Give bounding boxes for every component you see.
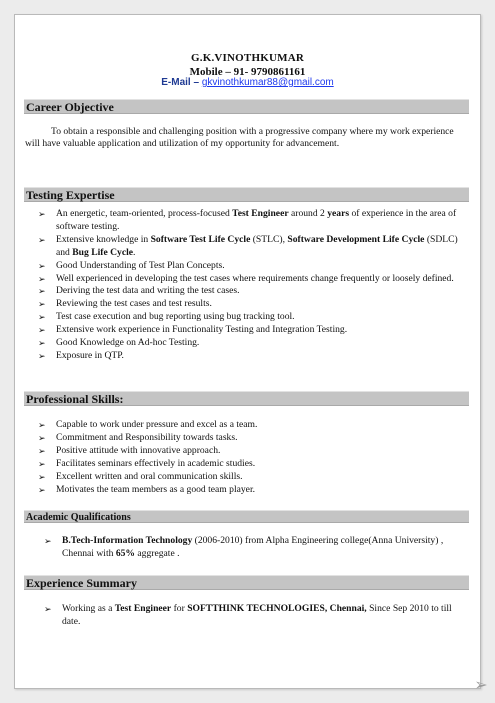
item-text: Exposure in QTP.: [56, 349, 124, 361]
item-text: Extensive work experience in Functionality Testing and Integration Testing.: [56, 324, 348, 336]
item-text: Positive attitude with innovative approach.: [56, 444, 221, 456]
candidate-name: G.K.VINOTHKUMAR: [191, 52, 304, 64]
mobile-number: Mobile – 91- 9790861161: [189, 66, 306, 78]
item-text: Good Knowledge on Ad-hoc Testing.: [56, 337, 200, 349]
item-text: Commitment and Responsibility towards tasks.: [56, 431, 238, 443]
item-text: Well experienced in developing the test cases where requirements change frequently or loosely defined.: [56, 272, 454, 284]
list-item: [38, 273, 466, 286]
arrow-bullet-icon: ➢: [38, 209, 46, 219]
arrow-bullet-icon: ➢: [38, 350, 46, 361]
section-career-objective: Career Objective: [24, 99, 469, 114]
list-item: [38, 458, 466, 471]
item-text: Test case execution and bug reporting using bug tracking tool.: [56, 311, 295, 323]
section-testing-expertise: Testing Expertise: [24, 187, 469, 202]
list-item: [38, 484, 466, 497]
list-item: [38, 260, 466, 273]
list-item: [38, 285, 466, 298]
arrow-bullet-icon: ➢: [38, 338, 46, 349]
item-text: Capable to work under pressure and excel as a team.: [56, 419, 258, 430]
item-text: Working as a Test Engineer for SOFTTHINK TECHNOLOGIES, Chennai, Since Sep 2010 to till date.: [62, 603, 452, 627]
arrow-bullet-icon: ➢: [38, 420, 46, 430]
item-text: Reviewing the test cases and test results.: [56, 298, 212, 310]
arrow-bullet-icon: ➢: [38, 286, 46, 297]
item-text: Facilitates seminars effectively in academic studies.: [56, 457, 256, 469]
email-link[interactable]: gkvinothkumar88@gmail.com: [201, 77, 334, 88]
item-text: Motivates the team members as a good team player.: [56, 483, 256, 495]
email-line: [0, 77, 495, 88]
professional-skills-list: [38, 419, 466, 496]
arrow-bullet-icon: ➢: [44, 536, 52, 546]
section-experience-summary: Experience Summary: [24, 575, 469, 590]
arrow-bullet-icon: ➢: [38, 484, 46, 495]
list-item: [38, 324, 466, 337]
list-item: [38, 350, 466, 363]
section-professional-skills: Professional Skills:: [24, 391, 469, 406]
item-text: Excellent written and oral communication skills.: [56, 470, 243, 482]
item-text: B.Tech-Information Technology (2006-2010) from Alpha Engineering college(Anna University) , Chennai with 65% aggregate .: [62, 535, 444, 559]
arrow-bullet-icon: ➢: [38, 471, 46, 482]
list-item: [44, 603, 469, 629]
arrow-bullet-icon: ➢: [38, 234, 46, 245]
list-item: [38, 432, 466, 445]
arrow-bullet-icon: ➢: [38, 458, 46, 469]
list-item: [38, 311, 466, 324]
list-item: [38, 471, 466, 484]
arrow-bullet-icon: ➢: [38, 273, 46, 284]
arrow-bullet-icon: ➢: [38, 299, 46, 310]
list-item: [38, 234, 466, 260]
list-item: [38, 337, 466, 350]
experience-list: [44, 603, 469, 629]
list-item: [38, 419, 466, 432]
academic-list: [44, 535, 444, 561]
arrow-bullet-icon: ➢: [38, 260, 46, 271]
arrow-bullet-icon: ➢: [38, 445, 46, 456]
item-text: An energetic, team-oriented, process-focused Test Engineer around 2 years of experience in the area of software testing.: [56, 208, 457, 232]
arrow-bullet-icon: ➢: [38, 312, 46, 323]
email-label: E-Mail –: [161, 77, 200, 88]
item-text: Deriving the test data and writing the test cases.: [56, 285, 240, 297]
item-text: Good Understanding of Test Plan Concepts.: [56, 259, 225, 271]
arrow-bullet-icon: ➢: [44, 604, 52, 614]
next-page-arrow-icon[interactable]: ➢: [474, 675, 488, 694]
arrow-bullet-icon: ➢: [38, 432, 46, 443]
section-academic-qualifications: Academic Qualifications: [24, 510, 469, 523]
list-item: [38, 445, 466, 458]
list-item: [38, 298, 466, 311]
list-item: [38, 208, 466, 234]
item-text: Extensive knowledge in Software Test Life Cycle (STLC), Software Development Life Cycle (SDLC) and Bug Life Cycle.: [56, 233, 458, 258]
arrow-bullet-icon: ➢: [38, 325, 46, 336]
career-objective-text: To obtain a responsible and challenging position with a progressive company where my work experience will have valuable application and utilization of my opportunity for advancement.: [25, 126, 454, 149]
list-item: [44, 535, 444, 561]
testing-expertise-list: [38, 208, 466, 363]
